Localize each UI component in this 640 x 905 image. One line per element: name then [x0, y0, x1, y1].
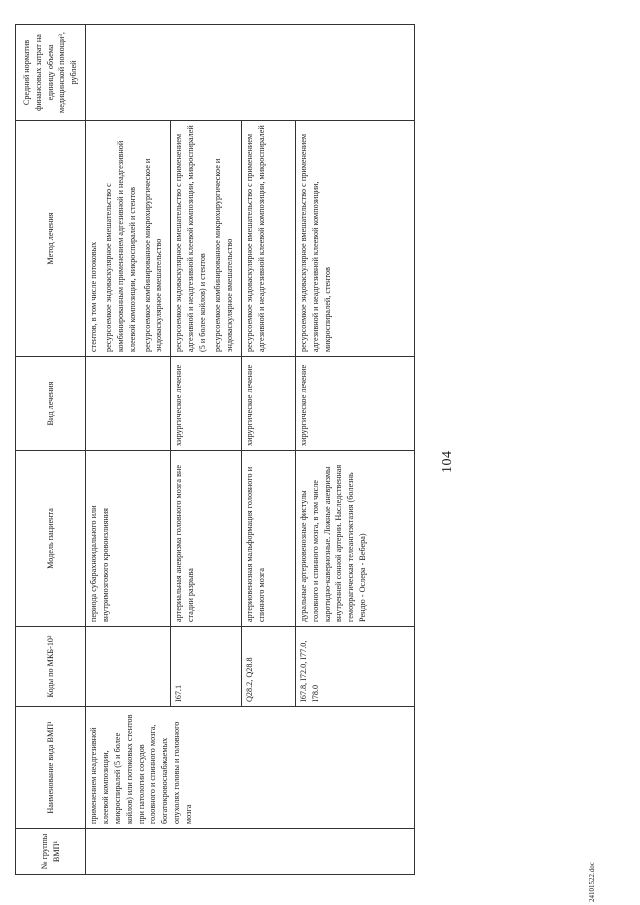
method-cell	[241, 121, 295, 357]
header-row	[16, 25, 86, 875]
icd-cell	[86, 627, 171, 707]
icd-cell: I67.8, I72.0, I77.0, I78.0	[295, 627, 414, 707]
vmp-name-cell: применением неадгезивной клеевой композиции, микроспиралей (5 и более койлов) или потоковых стентов при патологии сосудов головного и спинного мозга, богатокровоснабжаемых опухолях головы и головного мозга	[86, 707, 415, 829]
patient-cell: артериовенозная мальформация головного и спинного мозга	[241, 451, 295, 627]
method-text: ресурсоемкое эндоваскулярное вмешательство с применением адгезивной и неадгезивной клеевой композиции, микроспиралей	[244, 125, 266, 352]
header-icd-codes: Коды по МКБ-10²	[16, 627, 86, 707]
treatment-type-cell: хирургическое лечение	[171, 357, 241, 451]
method-cell	[295, 121, 414, 357]
method-text: ресурсоемкое комбинированное микрохирургическое и эндоваскулярное вмешательство	[142, 158, 164, 352]
method-text: стентов, в том числе потоковых	[89, 241, 98, 352]
page-number: 104	[440, 450, 455, 473]
group-number-cell	[86, 829, 415, 875]
cost-cell	[86, 25, 415, 121]
header-group-number: № группы ВМП¹	[16, 829, 86, 875]
patient-cell: периода субарахноидального или внутримозгового кровоизлияния	[86, 451, 171, 627]
header-vmp-name: Наименование вида ВМП¹	[16, 707, 86, 829]
header-patient-model: Модель пациента	[16, 451, 86, 627]
treatment-type-cell: хирургическое лечение	[241, 357, 295, 451]
icd-cell: I67.1	[171, 627, 241, 707]
header-cost-norm: Средний норматив финансовых затрат на единицу объема медицинской помощи³, рублей	[16, 25, 86, 121]
header-treatment-method: Метод лечения	[16, 121, 86, 357]
document-code: 24101522.doc	[588, 862, 596, 902]
header-treatment-type: Вид лечения	[16, 357, 86, 451]
method-cell	[86, 121, 171, 357]
vmp-table	[15, 24, 415, 875]
table-row	[86, 25, 171, 875]
patient-cell: дуральные артериовенозные фистулы головного и спинного мозга, в том числе каротидно-кавернозные. Ложные аневризмы внутренней сонной артерии. Наследственная геморрагическая телеангиэктазия (болезнь Рендю - Ослера - Вебера)	[295, 451, 414, 627]
method-text: ресурсоемкое эндоваскулярное вмешательство с применением адгезивной и неадгезивной клеевой композиции, микроспиралей (5 и более койлов) и стентов	[174, 125, 208, 352]
patient-cell: артериальная аневризма головного мозга вне стадии разрыва	[171, 451, 241, 627]
treatment-type-cell	[86, 357, 171, 451]
method-cell	[171, 121, 241, 357]
method-text: ресурсоемкое эндоваскулярное вмешательство с применением адгезивной и неадгезивной клеевой композиции, микроспиралей, стентов	[298, 133, 332, 352]
method-text: ресурсоемкое эндоваскулярное вмешательство с комбинированным применением адгезивной и неадгезивной клеевой композиции, микроспиралей и стентов	[103, 140, 137, 352]
treatment-type-cell: хирургическое лечение	[295, 357, 414, 451]
icd-cell: Q28.2, Q28.8	[241, 627, 295, 707]
method-text: ресурсоемкое комбинированное микрохирургическое и эндоваскулярное вмешательство	[213, 158, 234, 352]
